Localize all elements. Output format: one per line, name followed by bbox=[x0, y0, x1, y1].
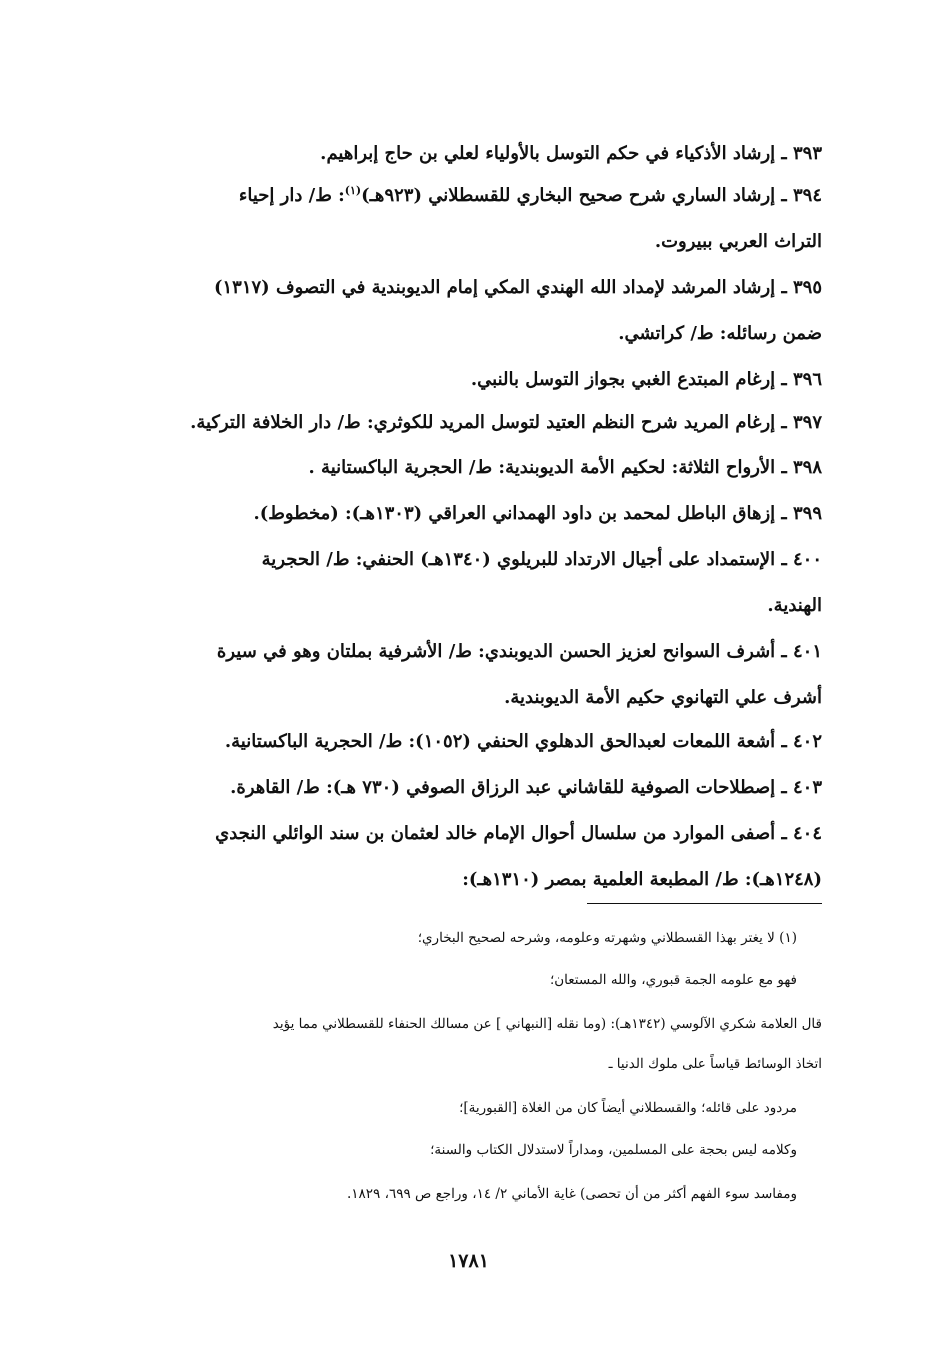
entry-396: ٣٩٦ ـ إرغام المبتدع الغبي بجواز التوسل بالنبي. bbox=[470, 369, 822, 390]
entry-402: ٤٠٢ ـ أشعة اللمعات لعبدالحق الدهلوي الحنفي (١٠٥٢): ط/ الحجرية الباكستانية. bbox=[224, 731, 822, 752]
entry-395-continuation: ضمن رسائله: ط/ كراتشي. bbox=[618, 323, 822, 344]
entry-394-continuation: التراث العربي ببيروت. bbox=[654, 231, 822, 252]
entry-404: ٤٠٤ ـ أصفى الموارد من سلسال أحوال الإمام خالد لعثمان بن سند الوائلي النجدي bbox=[215, 823, 822, 844]
entry-400-continuation: الهندية. bbox=[767, 595, 822, 616]
footnote-line: اتخاذ الوسائط قياساً على ملوك الدنيا ـ bbox=[608, 1056, 822, 1072]
footnote-line: فهو مع علومه الجمة قبوري، والله المستعان؛ bbox=[549, 972, 797, 988]
entry-395: ٣٩٥ ـ إرشاد المرشد لإمداد الله الهندي المكي إمام الديوبندية في التصوف (١٣١٧) bbox=[213, 277, 822, 298]
footnote-1: (١) لا يغتر بهذا القسطلاني وشهرته وعلومه، وشرحه لصحيح البخاري؛ bbox=[417, 930, 797, 946]
entry-401-continuation: أشرف علي التهانوي حكيم الأمة الديوبندية. bbox=[504, 687, 822, 708]
footnote-line: ومفاسد سوء الفهم أكثر من أن تحصى) غاية الأماني ٢/ ١٤، وراجع ص ٦٩٩، ١٨٢٩. bbox=[346, 1186, 797, 1202]
entry-403: ٤٠٣ ـ إصطلاحات الصوفية للقاشاني عبد الرزاق الصوفي (٧٣٠ هـ): ط/ القاهرة. bbox=[230, 777, 822, 798]
entry-401: ٤٠١ ـ أشرف السوانح لعزيز الحسن الديوبندي: ط/ الأشرفية بملتان وهو في سيرة bbox=[216, 641, 822, 662]
footnote-line: قال العلامة شكري الآلوسي (١٣٤٢هـ): (وما نقله [النبهاني ] عن مسالك الحنفاء للقسطلاني مما يؤيد bbox=[272, 1016, 822, 1032]
footnote-divider bbox=[587, 903, 822, 904]
footnote-ref-1[interactable]: (١) bbox=[344, 184, 362, 197]
footnote-line: مردود على قائله؛ والقسطلاني أيضاً كان من الغلاة [القبورية]؛ bbox=[459, 1100, 797, 1116]
entry-398: ٣٩٨ ـ الأرواح الثلاثة: لحكيم الأمة الديوبندية: ط/ الحجرية الباكستانية . bbox=[308, 457, 822, 478]
entry-400: ٤٠٠ ـ الإستمداد على أجيال الارتداد للبريلوي (١٣٤٠هـ) الحنفي: ط/ الحجرية bbox=[261, 549, 822, 570]
entry-404-continuation: (١٢٤٨هـ): ط/ المطبعة العلمية بمصر (١٣١٠هـ): bbox=[462, 869, 822, 890]
entry-394-text: ٣٩٤ ـ إرشاد الساري شرح صحيح البخاري للقسطلاني (٩٢٣هـ) bbox=[361, 185, 822, 206]
entry-394-tail: : ط/ دار إحياء bbox=[238, 185, 345, 206]
entry-393: ٣٩٣ ـ إرشاد الأذكياء في حكم التوسل بالأولياء لعلي بن حاج إبراهيم. bbox=[320, 143, 822, 164]
footnote-line: وكلامه ليس بحجة على المسلمين، ومداراً لاستدلال الكتاب والسنة؛ bbox=[430, 1142, 797, 1158]
page-number: ١٧٨١ bbox=[448, 1250, 489, 1272]
entry-394 bbox=[239, 184, 822, 208]
entry-399: ٣٩٩ ـ إزهاق الباطل لمحمد بن داود الهمداني العراقي (١٣٠٣هـ): (مخطوط). bbox=[253, 503, 822, 524]
entry-397: ٣٩٧ ـ إرغام المريد شرح النظم العتيد لتوسل المريد للكوثري: ط/ دار الخلافة التركية. bbox=[190, 412, 822, 433]
